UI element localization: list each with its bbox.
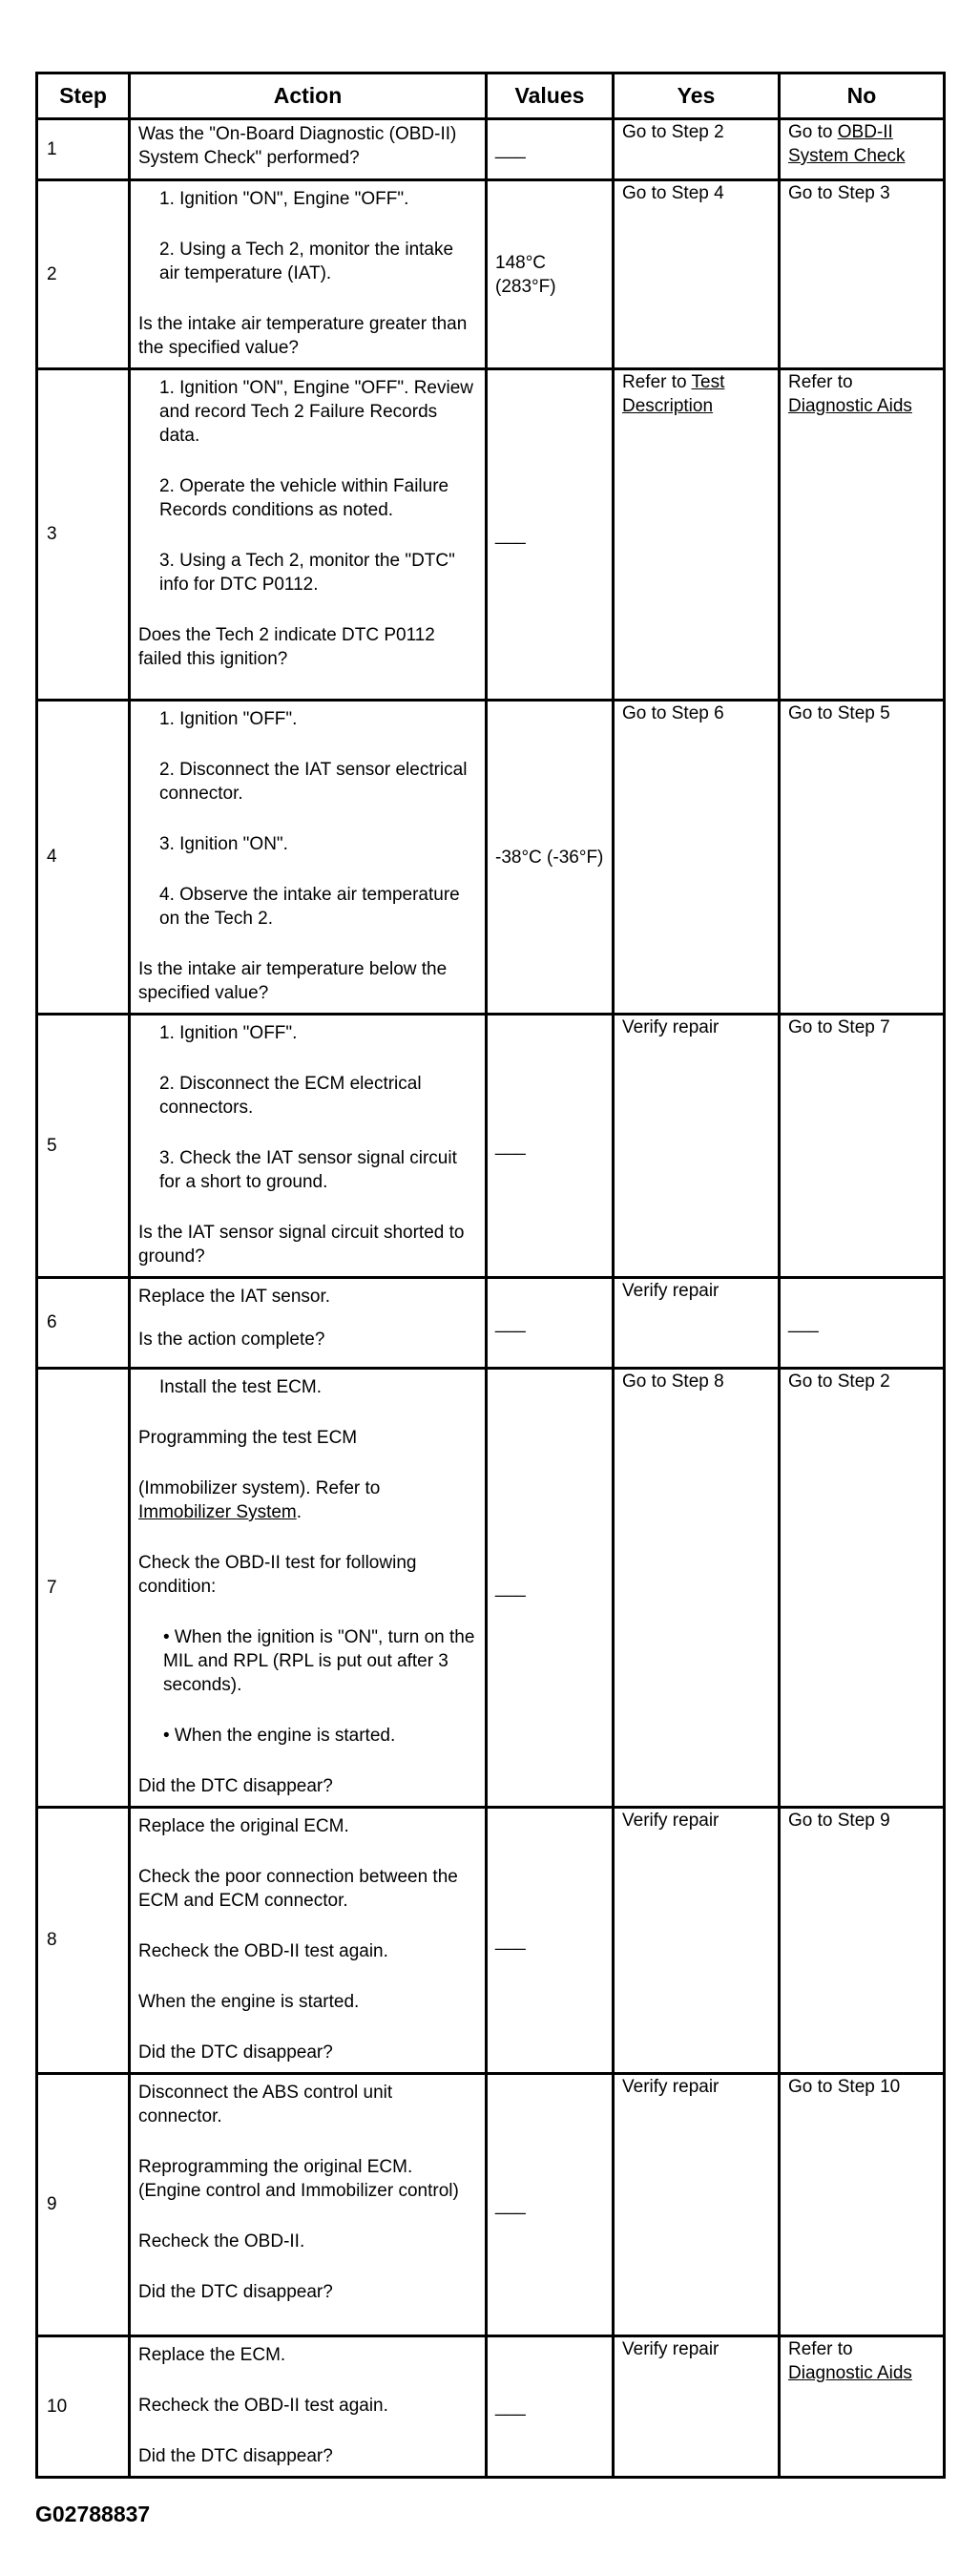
no-text: Go to Step 10	[788, 2077, 901, 2097]
action-text: 1. Ignition "ON", Engine "OFF".	[159, 189, 409, 209]
action-text: Is the intake air temperature greater than the specified value?	[138, 314, 468, 358]
action-text: Disconnect the ABS control unit connector.	[138, 2083, 393, 2126]
step-number: 7	[37, 1369, 130, 1808]
table-row	[37, 1278, 945, 1369]
action-text: 1. Ignition "ON", Engine "OFF". Review and record Tech 2 Failure Records data.	[159, 378, 473, 446]
action-text: Recheck the OBD-II test again.	[138, 1941, 388, 1961]
action-text: 1. Ignition "OFF".	[159, 709, 298, 729]
yes-cell	[614, 180, 780, 369]
action-text: (Immobilizer system). Refer to	[138, 1478, 381, 1498]
no-prefix: Refer to	[788, 2339, 853, 2359]
action-cell	[130, 119, 487, 180]
yes-prefix: Refer to	[622, 372, 692, 392]
action-text: Did the DTC disappear?	[138, 2282, 333, 2302]
values-cell: ___	[487, 369, 614, 701]
action-text: Recheck the OBD-II.	[138, 2231, 305, 2251]
action-cell	[130, 1808, 487, 2074]
table-row	[37, 701, 945, 1015]
yes-text: Verify repair	[622, 1017, 719, 1037]
action-text: Install the test ECM.	[159, 1377, 323, 1397]
action-text: Is the IAT sensor signal circuit shorted to ground?	[138, 1223, 465, 1267]
action-text: 4. Observe the intake air temperature on the Tech 2.	[159, 885, 460, 929]
action-cell	[130, 2336, 487, 2478]
step-number: 8	[37, 1808, 130, 2074]
yes-text: Verify repair	[622, 1281, 719, 1301]
table-row	[37, 119, 945, 180]
action-cell	[130, 701, 487, 1015]
action-text: 2. Disconnect the ECM electrical connectors.	[159, 1074, 422, 1118]
table-row	[37, 2074, 945, 2336]
no-cell	[780, 1015, 945, 1278]
values-cell: ___	[487, 2074, 614, 2336]
no-cell	[780, 701, 945, 1015]
values-cell: ___	[487, 1369, 614, 1808]
yes-cell	[614, 119, 780, 180]
action-text: Did the DTC disappear?	[138, 2042, 333, 2063]
yes-cell	[614, 701, 780, 1015]
yes-cell	[614, 1808, 780, 2074]
no-cell	[780, 2336, 945, 2478]
action-text: When the engine is started.	[138, 1992, 360, 2012]
header-values: Values	[487, 73, 614, 119]
no-prefix: Refer to	[788, 372, 853, 392]
action-text: Did the DTC disappear?	[138, 1776, 333, 1796]
values-cell: -38°C (-36°F)	[487, 701, 614, 1015]
action-text: Was the "On-Board Diagnostic (OBD-II) System Check" performed?	[138, 124, 457, 168]
action-cell	[130, 369, 487, 701]
no-cell	[780, 180, 945, 369]
diagnostic-aids-link[interactable]: Diagnostic Aids	[788, 2363, 912, 2383]
action-text: • When the engine is started.	[163, 1726, 396, 1746]
values-cell: ___	[487, 119, 614, 180]
action-cell	[130, 1278, 487, 1369]
action-text: Replace the ECM.	[138, 2345, 286, 2365]
table-row	[37, 2336, 945, 2478]
header-no: No	[780, 73, 945, 119]
no-cell	[780, 119, 945, 180]
yes-text: Go to Step 4	[622, 183, 724, 203]
yes-cell	[614, 1278, 780, 1369]
action-text: Did the DTC disappear?	[138, 2446, 333, 2466]
no-text: Go to Step 2	[788, 1372, 890, 1392]
step-number: 5	[37, 1015, 130, 1278]
table-row	[37, 180, 945, 369]
action-cell	[130, 1015, 487, 1278]
yes-cell	[614, 2074, 780, 2336]
no-text: Go to Step 5	[788, 703, 890, 723]
action-text: 1. Ignition "OFF".	[159, 1023, 298, 1043]
values-cell: 148°C (283°F)	[487, 180, 614, 369]
action-text: • When the ignition is "ON", turn on the MIL and RPL (RPL is put out after 3 seconds).	[163, 1627, 475, 1695]
no-prefix: Go to	[788, 122, 838, 142]
header-step: Step	[37, 73, 130, 119]
header-action: Action	[130, 73, 487, 119]
table-row	[37, 1369, 945, 1808]
step-number: 9	[37, 2074, 130, 2336]
values-cell: ___	[487, 1015, 614, 1278]
no-cell	[780, 1369, 945, 1808]
yes-text: Verify repair	[622, 2339, 719, 2359]
yes-text: Verify repair	[622, 1811, 719, 1831]
action-text: Check the poor connection between the ECM and ECM connector.	[138, 1867, 458, 1911]
action-text: 2. Using a Tech 2, monitor the intake air temperature (IAT).	[159, 240, 454, 283]
values-cell: ___	[487, 1808, 614, 2074]
no-text: Go to Step 3	[788, 183, 890, 203]
table-row	[37, 1015, 945, 1278]
obd-ii-system-check-link[interactable]: OBD-II System Check	[788, 122, 906, 166]
action-text: Does the Tech 2 indicate DTC P0112 failed this ignition?	[138, 625, 435, 669]
yes-text: Go to Step 6	[622, 703, 724, 723]
table-row	[37, 1808, 945, 2074]
action-text: Replace the original ECM.	[138, 1816, 349, 1836]
action-text: Check the OBD-II test for following condition:	[138, 1553, 417, 1597]
action-text: Replace the IAT sensor.	[138, 1287, 331, 1307]
yes-cell	[614, 1369, 780, 1808]
step-number: 1	[37, 119, 130, 180]
action-text: Programming the test ECM	[138, 1428, 358, 1448]
no-cell	[780, 2074, 945, 2336]
values-cell: ___	[487, 2336, 614, 2478]
action-cell	[130, 2074, 487, 2336]
no-cell	[780, 369, 945, 701]
no-cell	[780, 1808, 945, 2074]
yes-text: Go to Step 8	[622, 1372, 724, 1392]
diagnostic-table	[35, 72, 946, 2479]
step-number: 10	[37, 2336, 130, 2478]
header-yes: Yes	[614, 73, 780, 119]
yes-text: Verify repair	[622, 2077, 719, 2097]
diagnostic-aids-link[interactable]: Diagnostic Aids	[788, 396, 912, 416]
action-text: 3. Ignition "ON".	[159, 834, 288, 854]
action-text: Recheck the OBD-II test again.	[138, 2396, 388, 2416]
step-number: 3	[37, 369, 130, 701]
action-text: Is the action complete?	[138, 1330, 325, 1350]
immobilizer-system-link[interactable]: Immobilizer System	[138, 1502, 297, 1522]
no-text: Go to Step 9	[788, 1811, 890, 1831]
action-text: Is the intake air temperature below the specified value?	[138, 959, 448, 1003]
yes-cell	[614, 369, 780, 701]
header-row	[37, 73, 945, 119]
action-cell	[130, 180, 487, 369]
step-number: 2	[37, 180, 130, 369]
action-text: 2. Disconnect the IAT sensor electrical connector.	[159, 760, 468, 804]
action-text: 3. Check the IAT sensor signal circuit for a short to ground.	[159, 1148, 457, 1192]
yes-cell	[614, 2336, 780, 2478]
yes-cell	[614, 1015, 780, 1278]
no-text: Go to Step 7	[788, 1017, 890, 1037]
action-text: Reprogramming the original ECM. (Engine control and Immobilizer control)	[138, 2157, 459, 2201]
values-cell: ___	[487, 1278, 614, 1369]
test-description-link[interactable]: Test Description	[622, 372, 725, 416]
action-cell: Install the test ECM. Programming the test ECM (Immobilizer system). Refer to Immobilizer System. Check the OBD-II test for following condition: • When the ignition is "ON", turn on the MIL and RPL (RPL is put out after 3 seconds). • When the engine is started. Did the DTC disappear?	[130, 1369, 487, 1808]
action-text: 3. Using a Tech 2, monitor the "DTC" info for DTC P0112.	[159, 551, 455, 595]
figure-id: G02788837	[35, 2502, 151, 2526]
step-number: 4	[37, 701, 130, 1015]
table-row	[37, 369, 945, 701]
yes-text: Go to Step 2	[622, 122, 724, 142]
no-cell: ___	[780, 1278, 945, 1369]
step-number: 6	[37, 1278, 130, 1369]
action-text: 2. Operate the vehicle within Failure Records conditions as noted.	[159, 476, 449, 520]
